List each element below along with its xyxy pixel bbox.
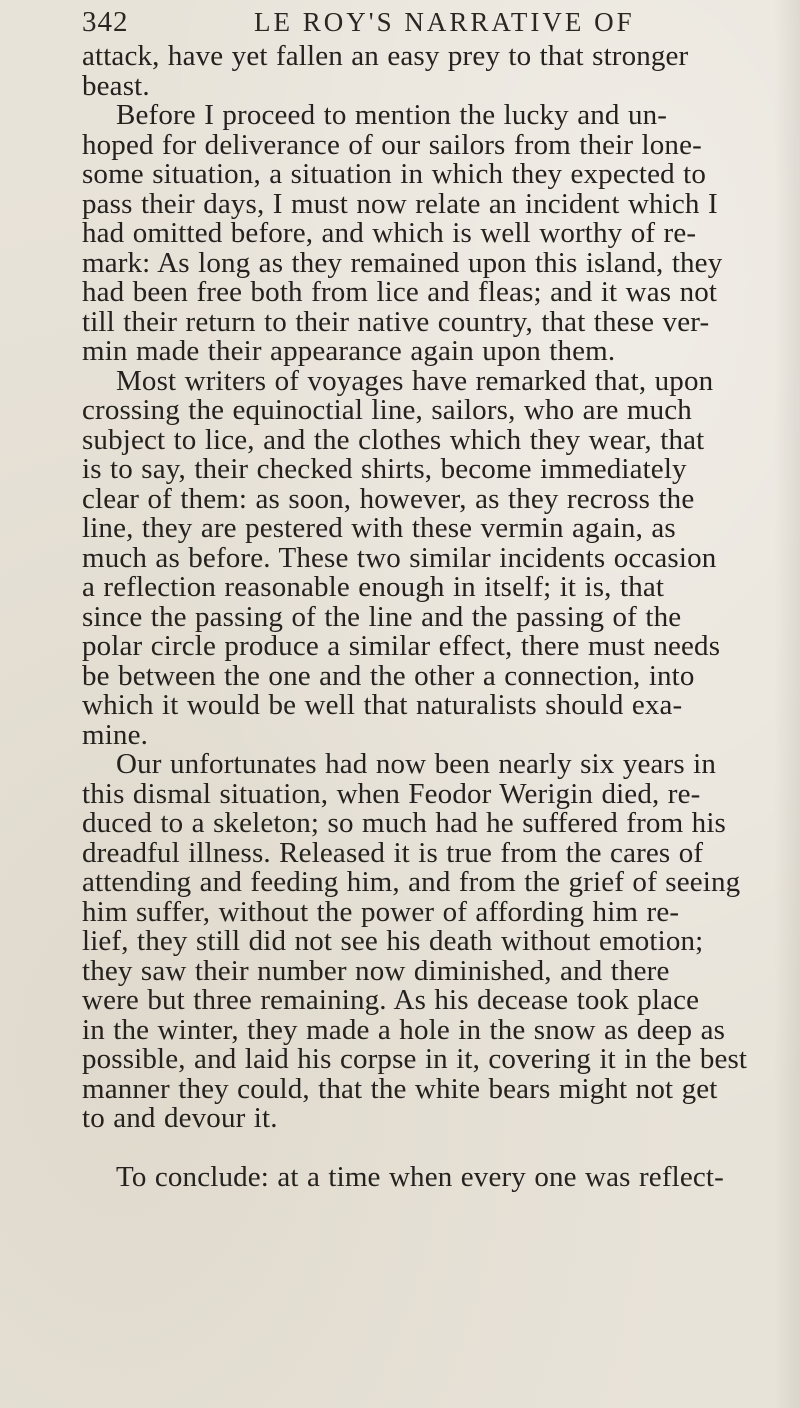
text-line: manner they could, that the white bears might not get — [82, 1074, 718, 1104]
text-line: to and devour it. — [82, 1104, 278, 1134]
text-line: polar circle produce a similar effect, there must needs — [82, 632, 721, 662]
page-number: 342 — [82, 6, 129, 38]
text-line: dreadful illness. Released it is true from the cares of — [82, 838, 704, 868]
text-line: they saw their number now diminished, and there — [82, 956, 670, 986]
text-line: be between the one and the other a connection, into — [82, 661, 695, 691]
body-text — [82, 42, 770, 1193]
text-line: Most writers of voyages have remarked that, upon — [116, 366, 714, 396]
text-line: crossing the equinoctial line, sailors, who are much — [82, 396, 692, 426]
text-line: mine. — [82, 720, 148, 750]
text-line: min made their appearance again upon them. — [82, 337, 616, 367]
text-line: duced to a skeleton; so much had he suffered from his — [82, 809, 726, 839]
text-line: much as before. These two similar incidents occasion — [82, 543, 717, 573]
page-edge-shadow — [774, 0, 800, 1408]
text-line: beast. — [82, 71, 150, 101]
text-line: since the passing of the line and the passing of the — [82, 602, 682, 632]
text-line: attending and feeding him, and from the grief of seeing — [82, 868, 741, 898]
paragraph-gap — [82, 1134, 770, 1164]
text-line: line, they are pestered with these vermin again, as — [82, 514, 676, 544]
text-line: till their return to their native country, that these ver- — [82, 307, 710, 337]
text-line: clear of them: as soon, however, as they recross the — [82, 484, 695, 514]
text-line: is to say, their checked shirts, become immediately — [82, 455, 687, 485]
running-head — [82, 6, 770, 42]
text-line: some situation, a situation in which they expected to — [82, 160, 707, 190]
text-line: Before I proceed to mention the lucky and un- — [116, 101, 668, 131]
text-line: him suffer, without the power of affording him re- — [82, 897, 680, 927]
text-line: in the winter, they made a hole in the snow as deep as — [82, 1015, 726, 1045]
text-line: this dismal situation, when Feodor Werigin died, re- — [82, 779, 701, 809]
text-line: which it would be well that naturalists should exa- — [82, 691, 683, 721]
text-line: mark: As long as they remained upon this island, they — [82, 248, 723, 278]
text-line: lief, they still did not see his death without emotion; — [82, 927, 704, 957]
text-line: hoped for deliverance of our sailors from their lone- — [82, 130, 702, 160]
text-line: had been free both from lice and fleas; and it was not — [82, 278, 718, 308]
text-line: possible, and laid his corpse in it, covering it in the best — [82, 1045, 748, 1075]
text-line: subject to lice, and the clothes which they wear, that — [82, 425, 705, 455]
text-line: pass their days, I must now relate an incident which I — [82, 189, 718, 219]
text-line: To conclude: at a time when every one was reflect- — [116, 1163, 724, 1193]
text-line: were but three remaining. As his decease took place — [82, 986, 700, 1016]
text-line: a reflection reasonable enough in itself; it is, that — [82, 573, 665, 603]
text-line: Our unfortunates had now been nearly six years in — [116, 750, 717, 780]
text-line: had omitted before, and which is well worthy of re- — [82, 219, 697, 249]
text-line: attack, have yet fallen an easy prey to that stronger — [82, 42, 689, 72]
running-head-title: LE ROY'S NARRATIVE OF — [254, 7, 635, 37]
